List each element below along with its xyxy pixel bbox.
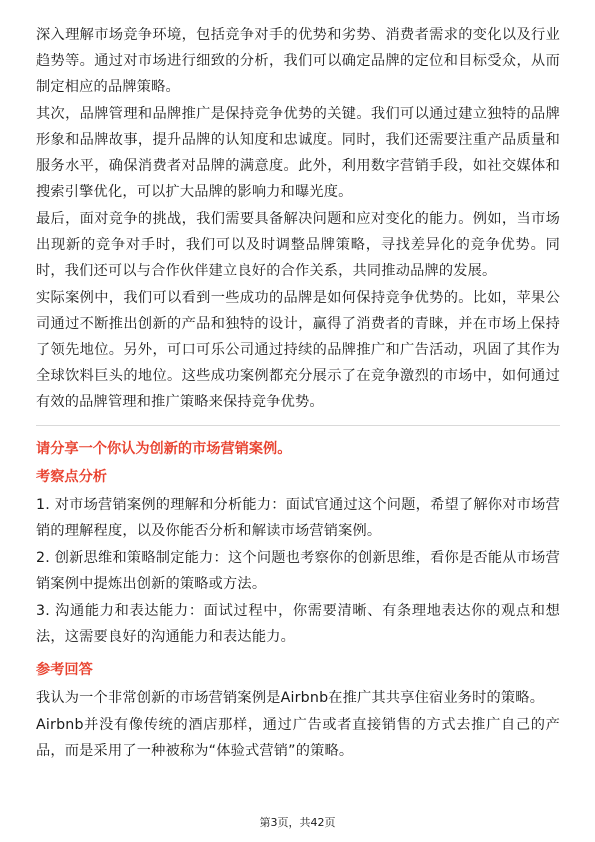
body-paragraph-2: 其次，品牌管理和品牌推广是保持竞争优势的关键。我们可以通过建立独特的品牌形象和品牌故事，提升品牌的认知度和忠诚度。同时，我们还需要注重产品质量和服务水平，确保消费者对品牌的满意度。此外，利用数字营销手段，如社交媒体和搜索引擎优化，可以扩大品牌的影响力和曝光度。: [36, 106, 560, 200]
body-paragraph-1: 深入理解市场竞争环境，包括竞争对手的优势和劣势、消费者需求的变化以及行业趋势等。通过对市场进行细致的分析，我们可以确定品牌的定位和目标受众，从而制定相应的品牌策略。: [36, 27, 560, 95]
analysis-title: 考察点分析: [36, 469, 107, 485]
analysis-item-1: 1. 对市场营销案例的理解和分析能力：面试官通过这个问题，希望了解你对市场营销的理解程度，以及你能否分析和解读市场营销案例。: [36, 497, 560, 539]
analysis-item-3: 3. 沟通能力和表达能力：面试过程中，你需要清晰、有条理地表达你的观点和想法，这需要良好的沟通能力和表达能力。: [36, 603, 560, 645]
section-divider: [36, 425, 560, 426]
answer-title: 参考回答: [36, 662, 93, 678]
analysis-item-2: 2. 创新思维和策略制定能力：这个问题也考察你的创新思维，看你是否能从市场营销案例中提炼出创新的策略或方法。: [36, 550, 560, 592]
body-paragraph-3: 最后，面对竞争的挑战，我们需要具备解决问题和应对变化的能力。例如，当市场出现新的竞争对手时，我们可以及时调整品牌策略，寻找差异化的竞争优势。同时，我们还可以与合作伙伴建立良好的合作关系，共同推动品牌的发展。: [36, 211, 560, 279]
answer-paragraph-2: Airbnb并没有像传统的酒店那样，通过广告或者直接销售的方式去推广自己的产品，而是采用了一种被称为“体验式营销”的策略。: [36, 717, 560, 759]
question-heading: 请分享一个你认为创新的市场营销案例。: [36, 441, 292, 457]
answer-paragraph-1: 我认为一个非常创新的市场营销案例是Airbnb在推广其共享住宿业务时的策略。: [36, 690, 545, 706]
page-content: [36, 22, 560, 765]
page-footer: 第3页，共42页: [259, 816, 336, 829]
body-paragraph-4: 实际案例中，我们可以看到一些成功的品牌是如何保持竞争优势的。比如，苹果公司通过不断推出创新的产品和独特的设计，赢得了消费者的青睐，并在市场上保持了领先地位。另外，可口可乐公司通过持续的品牌推广和广告活动，巩固了其作为全球饮料巨头的地位。这些成功案例都充分展示了在竞争激烈的市场中，如何通过有效的品牌管理和推广策略来保持竞争优势。: [36, 290, 560, 410]
